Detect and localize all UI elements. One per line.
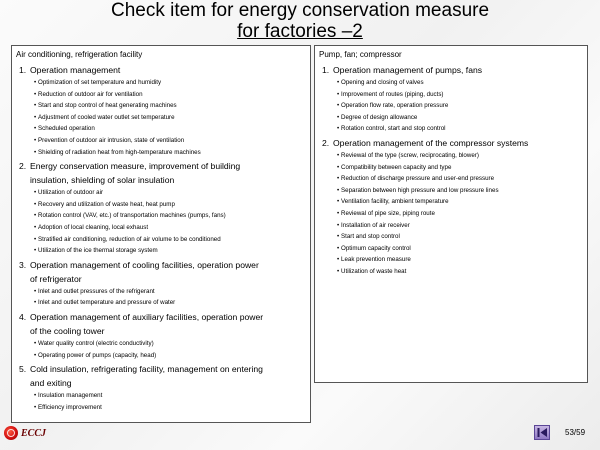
section-title-line-1: Cold insulation, refrigerating facility, management on entering (30, 364, 263, 375)
list-item: • Compatibility between capacity and type (337, 162, 583, 174)
list-item: • Rotation control (VAV, etc.) of transportation machines (pumps, fans) (34, 210, 306, 222)
list-item: • Utilization of waste heat (337, 266, 583, 278)
list-item: • Utilization of the ice thermal storage system (34, 245, 306, 257)
item-list (16, 187, 306, 257)
list-item: • Adoption of local cleaning, local exhaust (34, 222, 306, 234)
list-item: • Inlet and outlet pressures of the refrigerant (34, 286, 306, 298)
list-item: • Efficiency improvement (34, 402, 306, 414)
section-title: Operation management of pumps, fans (333, 65, 483, 75)
right-content-box (314, 45, 588, 383)
section-number: 2. (19, 161, 27, 172)
first-slide-button[interactable] (534, 425, 550, 440)
list-item: • Degree of design allowance (337, 112, 583, 124)
item-list (16, 286, 306, 309)
section-heading (319, 136, 583, 150)
left-section-5 (16, 362, 306, 413)
title-line-1: Check item for energy conservation measure (110, 0, 490, 21)
section-number: 4. (19, 311, 27, 322)
section-heading (16, 63, 306, 77)
list-item: • Separation between high pressure and low pressure lines (337, 185, 583, 197)
list-item: • Recovery and utilization of waste heat, heat pump (34, 199, 306, 211)
title-line-2: for factories –2 (237, 21, 363, 42)
list-item: • Insulation management (34, 390, 306, 402)
list-item: • Start and stop control (337, 231, 583, 243)
list-item: • Installation of air receiver (337, 220, 583, 232)
list-item: • Operating power of pumps (capacity, head) (34, 350, 306, 362)
section-number: 1. (19, 65, 27, 75)
section-title-line-1: Operation management of auxiliary facilities, operation power (30, 311, 264, 322)
section-heading (319, 63, 583, 77)
list-item: • Water quality control (electric conductivity) (34, 338, 306, 350)
left-section-1 (16, 63, 306, 158)
left-content-box (11, 45, 311, 423)
list-item: • Reduction of outdoor air for ventilation (34, 89, 306, 101)
slide-title (0, 0, 600, 42)
eccj-logo (4, 426, 46, 440)
list-item: • Leak prevention measure (337, 254, 583, 266)
list-item: • Start and stop control of heat generating machines (34, 100, 306, 112)
item-list (319, 150, 583, 278)
right-section-2 (319, 136, 583, 278)
section-number: 1. (322, 65, 330, 75)
list-item: • Shielding of radiation heat from high-temperature machines (34, 147, 306, 159)
item-list (16, 390, 306, 413)
list-item: • Stratified air conditioning, reduction of air volume to be conditioned (34, 234, 306, 246)
section-heading (16, 258, 306, 286)
list-item: • Operation flow rate, operation pressure (337, 100, 583, 112)
list-item: • Reviewal of the type (screw, reciprocating, blower) (337, 150, 583, 162)
list-item: • Improvement of routes (piping, ducts) (337, 89, 583, 101)
eccj-logo-icon (4, 426, 18, 440)
section-number: 3. (19, 259, 27, 270)
list-item: • Inlet and outlet temperature and pressure of water (34, 297, 306, 309)
left-box-heading: Air conditioning, refrigeration facility (16, 50, 143, 59)
left-section-2 (16, 159, 306, 257)
list-item: • Opening and closing of valves (337, 77, 583, 89)
section-heading (16, 159, 306, 187)
page-number: 53/59 (565, 428, 586, 437)
section-title-line-2: insulation, shielding of solar insulation (30, 175, 175, 186)
section-title-line-1: Energy conservation measure, improvement of building (30, 161, 241, 172)
list-item: • Ventilation facility, ambient temperature (337, 196, 583, 208)
left-section-3 (16, 258, 306, 309)
left-section-4 (16, 310, 306, 361)
list-item: • Rotation control, start and stop control (337, 123, 583, 135)
section-title-line-2: of refrigerator (30, 273, 82, 284)
section-title-line-1: Operation management of cooling facilities, operation power (30, 259, 259, 270)
right-section-1 (319, 63, 583, 135)
list-item: • Scheduled operation (34, 123, 306, 135)
eccj-logo-text: ECCJ (21, 427, 47, 439)
item-list (16, 338, 306, 361)
list-item: • Optimum capacity control (337, 243, 583, 255)
list-item: • Adjustment of cooled water outlet set temperature (34, 112, 306, 124)
first-slide-icon (536, 427, 548, 438)
list-item: • Prevention of outdoor air intrusion, state of ventilation (34, 135, 306, 147)
list-item: • Utilization of outdoor air (34, 187, 306, 199)
section-title-line-2: and exiting (30, 378, 72, 389)
right-box-heading: Pump, fan; compressor (319, 50, 402, 59)
section-heading (16, 362, 306, 390)
section-number: 5. (19, 364, 27, 375)
list-item: • Reviewal of pipe size, piping route (337, 208, 583, 220)
section-heading (16, 310, 306, 338)
section-title: Operation management of the compressor systems (333, 137, 529, 148)
list-item: • Optimization of set temperature and humidity (34, 77, 306, 89)
item-list (319, 77, 583, 135)
item-list (16, 77, 306, 158)
section-number: 2. (322, 137, 330, 148)
list-item: • Reduction of discharge pressure and user-end pressure (337, 173, 583, 185)
section-title: Operation management (30, 65, 121, 75)
section-title-line-2: of the cooling tower (30, 325, 105, 336)
